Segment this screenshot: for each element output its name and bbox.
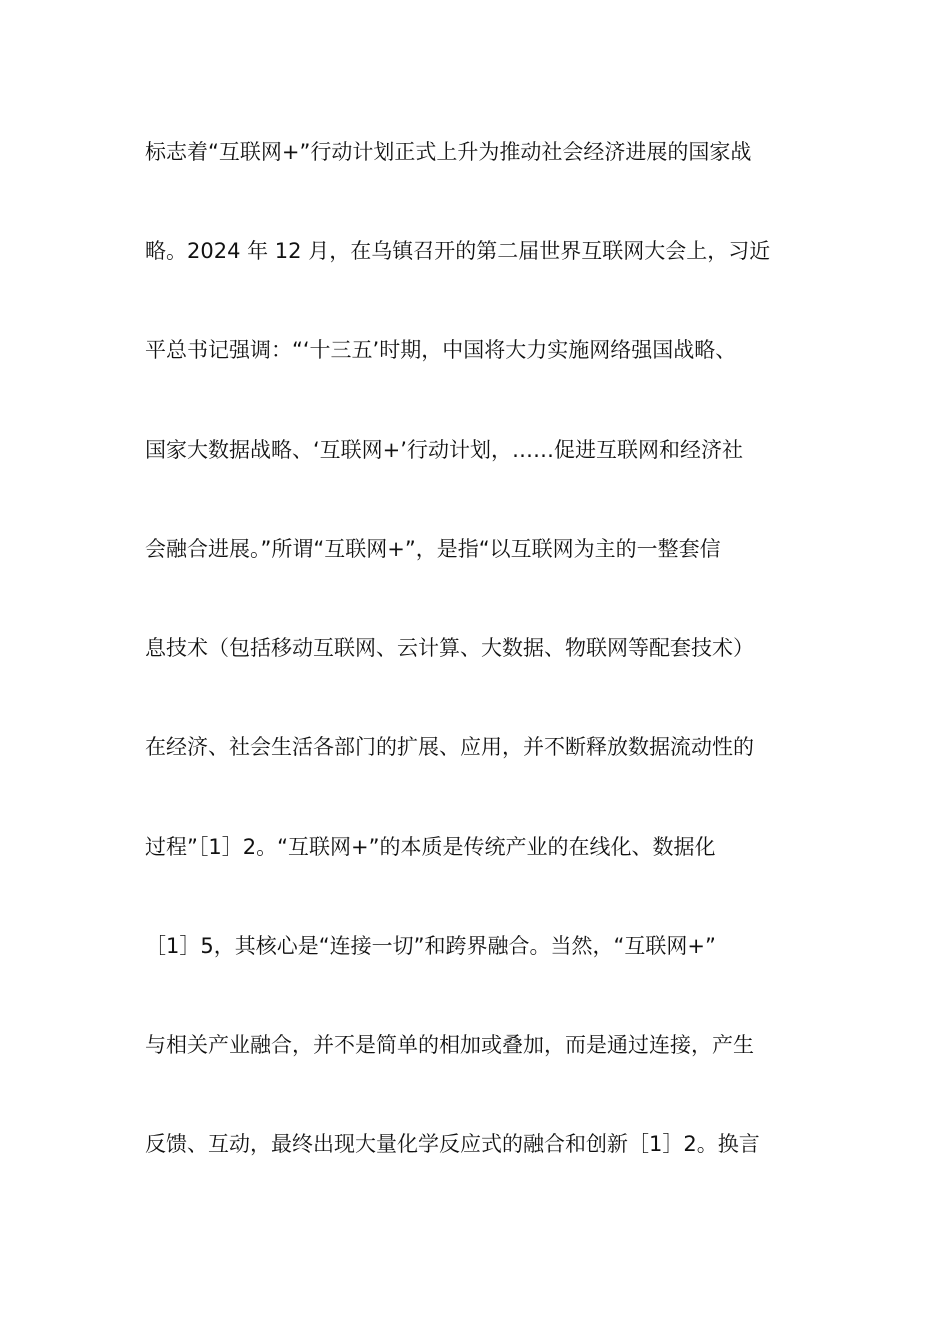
paragraph-line: ［1］5，其核心是“连接一切”和跨界融合。当然，“互联网+” xyxy=(145,934,716,958)
paragraph-line: 略。2024 年 12 月，在乌镇召开的第二届世界互联网大会上，习近 xyxy=(145,239,771,263)
paragraph-line: 标志着“互联网+”行动计划正式上升为推动社会经济进展的国家战 xyxy=(145,140,752,164)
paragraph-line: 平总书记强调：“‘十三五’时期，中国将大力实施网络强国战略、 xyxy=(145,338,737,362)
paragraph-line: 在经济、社会生活各部门的扩展、应用，并不断释放数据流动性的 xyxy=(145,735,754,759)
paragraph-line: 反馈、互动，最终出现大量化学反应式的融合和创新［1］2。换言 xyxy=(145,1132,760,1156)
paragraph-line: 与相关产业融合，并不是简单的相加或叠加，而是通过连接，产生 xyxy=(145,1033,754,1057)
paragraph-line: 过程”［1］2。“互联网+”的本质是传统产业的在线化、数据化 xyxy=(145,835,716,859)
paragraph-line: 会融合进展。”所谓“互联网+”，是指“以互联网为主的一整套信 xyxy=(145,537,721,561)
paragraph-line: 息技术（包括移动互联网、云计算、大数据、物联网等配套技术） xyxy=(145,636,754,660)
paragraph-line: 国家大数据战略、‘互联网+’行动计划，……促进互联网和经济社 xyxy=(145,438,743,462)
